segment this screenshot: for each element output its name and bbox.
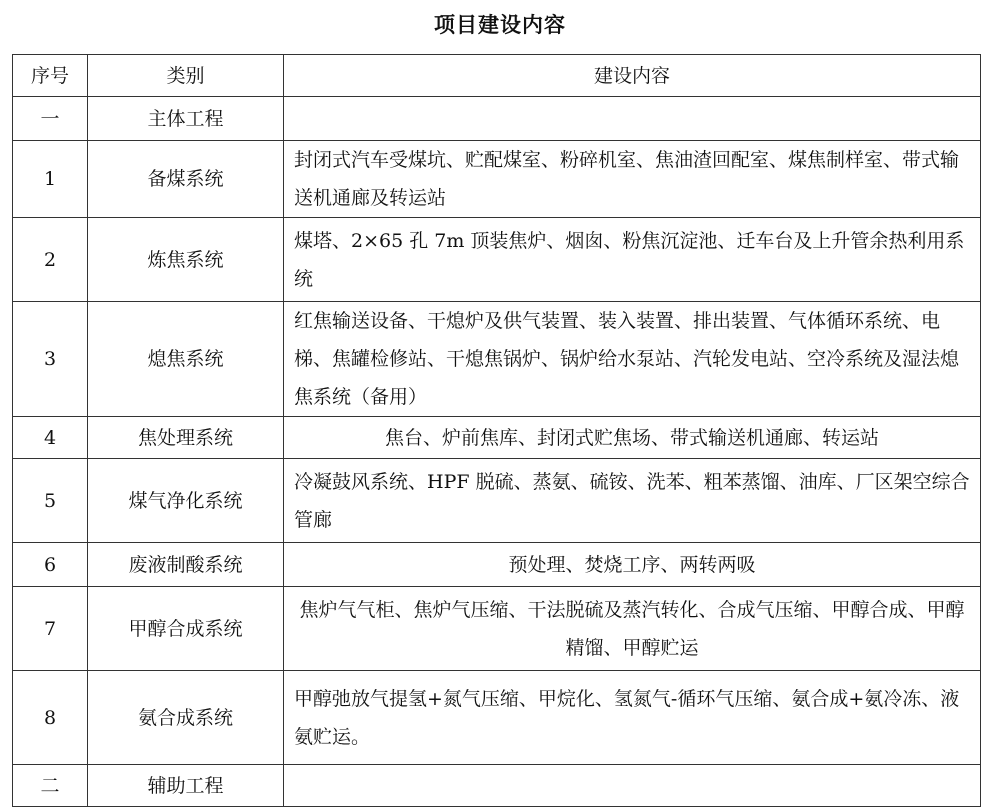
table-row xyxy=(13,459,981,543)
table-header-row xyxy=(13,55,981,97)
table-row xyxy=(13,218,981,302)
row-category: 备煤系统 xyxy=(88,141,284,218)
row-content xyxy=(284,97,981,141)
row-no: 4 xyxy=(13,417,88,459)
table-row xyxy=(13,587,981,671)
row-content: 预处理、焚烧工序、两转两吸 xyxy=(284,543,981,587)
row-no: 二 xyxy=(13,765,88,807)
row-category: 炼焦系统 xyxy=(88,218,284,302)
row-category: 熄焦系统 xyxy=(88,302,284,417)
row-content: 甲醇弛放气提氢+氮气压缩、甲烷化、氢氮气-循环气压缩、氨合成+氨冷冻、液氨贮运。 xyxy=(284,671,981,765)
row-content: 焦台、炉前焦库、封闭式贮焦场、带式输送机通廊、转运站 xyxy=(284,417,981,459)
row-content: 红焦输送设备、干熄炉及供气装置、装入装置、排出装置、气体循环系统、电梯、焦罐检修站、干熄焦锅炉、锅炉给水泵站、汽轮发电站、空冷系统及湿法熄焦系统（备用） xyxy=(284,302,981,417)
row-category: 废液制酸系统 xyxy=(88,543,284,587)
row-no: 5 xyxy=(13,459,88,543)
row-content: 冷凝鼓风系统、HPF 脱硫、蒸氨、硫铵、洗苯、粗苯蒸馏、油库、厂区架空综合管廊 xyxy=(284,459,981,543)
row-no: 8 xyxy=(13,671,88,765)
table-row xyxy=(13,302,981,417)
row-category: 主体工程 xyxy=(88,97,284,141)
project-content-table xyxy=(12,54,981,807)
row-category: 甲醇合成系统 xyxy=(88,587,284,671)
table-row xyxy=(13,671,981,765)
row-no: 2 xyxy=(13,218,88,302)
row-content: 封闭式汽车受煤坑、贮配煤室、粉碎机室、焦油渣回配室、煤焦制样室、带式输送机通廊及转运站 xyxy=(284,141,981,218)
row-no: 3 xyxy=(13,302,88,417)
table-row xyxy=(13,543,981,587)
table-row xyxy=(13,97,981,141)
table-row xyxy=(13,141,981,218)
table-row xyxy=(13,765,981,807)
row-category: 氨合成系统 xyxy=(88,671,284,765)
header-no: 序号 xyxy=(13,55,88,97)
row-no: 1 xyxy=(13,141,88,218)
row-content: 焦炉气气柜、焦炉气压缩、干法脱硫及蒸汽转化、合成气压缩、甲醇合成、甲醇精馏、甲醇贮运 xyxy=(284,587,981,671)
row-content xyxy=(284,765,981,807)
row-content: 煤塔、2×65 孔 7m 顶装焦炉、烟囱、粉焦沉淀池、迁车台及上升管余热利用系统 xyxy=(284,218,981,302)
table-row xyxy=(13,417,981,459)
row-no: 6 xyxy=(13,543,88,587)
row-category: 辅助工程 xyxy=(88,765,284,807)
row-no: 一 xyxy=(13,97,88,141)
header-category: 类别 xyxy=(88,55,284,97)
row-category: 煤气净化系统 xyxy=(88,459,284,543)
row-category: 焦处理系统 xyxy=(88,417,284,459)
row-no: 7 xyxy=(13,587,88,671)
header-content: 建设内容 xyxy=(284,55,981,97)
document-title: 项目建设内容 xyxy=(434,13,566,37)
